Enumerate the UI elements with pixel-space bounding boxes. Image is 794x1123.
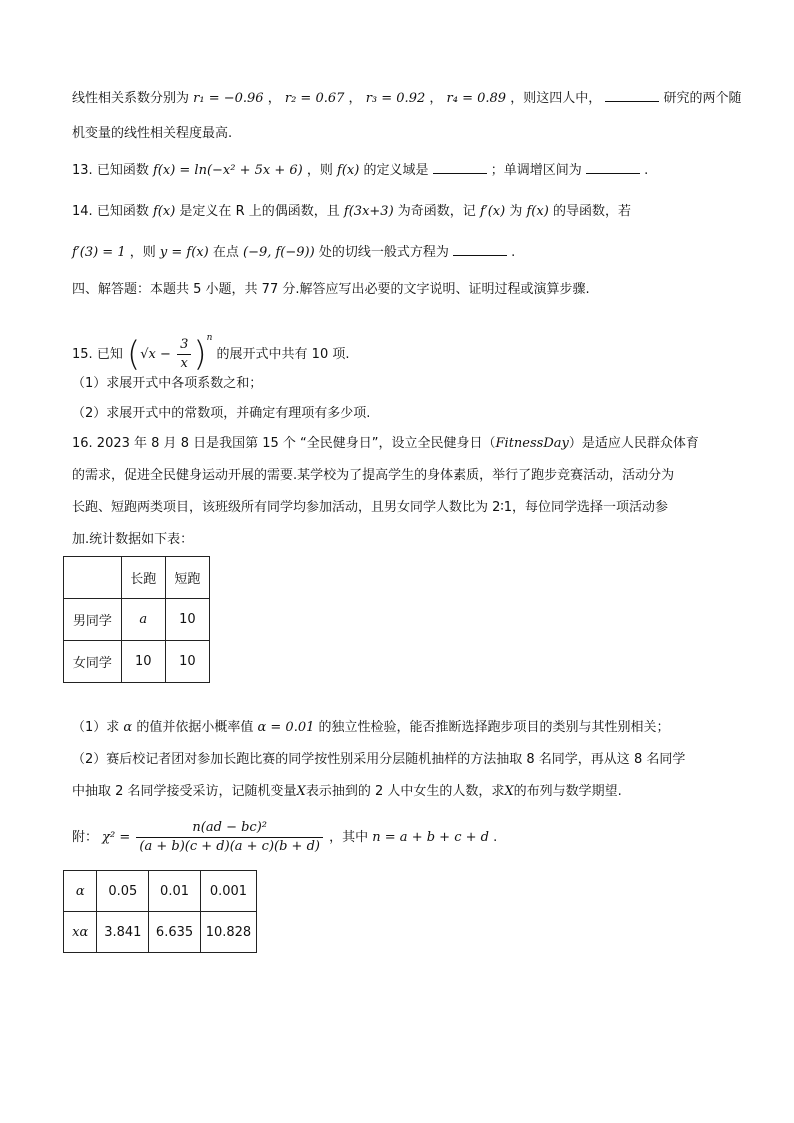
- q15-line: 15. 已知 (√x − $\frac{3}{x}$ )$^n$ 的展开式中共有 10 项.: [72, 333, 350, 375]
- q15-part1: （1）求展开式中各项系数之和；: [72, 376, 263, 391]
- q14-f3x: f(3x+3): [343, 204, 394, 219]
- appendix-label: 附：: [72, 830, 99, 845]
- q12-r2: r₂ = 0.67: [284, 91, 345, 106]
- stats-cell: 10: [121, 641, 165, 683]
- appendix-end: .: [493, 830, 498, 845]
- stats-cell: a: [121, 599, 165, 641]
- stats-row-female-label: 女同学: [64, 641, 122, 683]
- stats-cell: 10: [165, 599, 209, 641]
- q14-t4: 为: [509, 204, 523, 219]
- chi-square-fraction: [136, 819, 323, 856]
- q16-part1: [72, 718, 670, 738]
- critical-value-table: [63, 870, 257, 953]
- q13-end: .: [644, 163, 649, 178]
- q14-end: .: [511, 245, 516, 260]
- chi-square-numerator: n(ad − bc)²: [136, 819, 323, 838]
- q12-mid: ，则这四人中，: [510, 91, 602, 106]
- q15-frac-den: x: [180, 356, 188, 371]
- q16-alpha: α: [123, 720, 133, 735]
- q14-c: y = f(x): [159, 245, 209, 260]
- q14-R: R: [235, 204, 245, 219]
- stats-row-male-label: 男同学: [64, 599, 122, 641]
- q14-t3: 为奇函数，记: [397, 204, 476, 219]
- q14-t2: 上的偶函数，且: [248, 204, 340, 219]
- q16-X: X: [296, 784, 306, 799]
- q16-line4: 加.统计数据如下表：: [72, 532, 194, 547]
- q12-line2: 机变量的线性相关程度最高.: [72, 126, 233, 141]
- q15-part2: （2）求展开式中的常数项，并确定有理项有多少项.: [72, 406, 371, 421]
- q14-f: 处的切线一般式方程为: [318, 245, 449, 260]
- q16-p1a: （1）求: [72, 720, 120, 735]
- q13-pre: 已知函数: [96, 163, 149, 178]
- section-4-heading: 四、解答题：本题共 5 小题，共 77 分.解答应写出必要的文字说明、证明过程或演算步骤.: [72, 282, 590, 297]
- stats-table: [63, 556, 210, 683]
- q16-part2-line2: [72, 782, 622, 802]
- q12-answer-blank[interactable]: [605, 88, 659, 102]
- q13-mid: ，则: [306, 163, 333, 178]
- q14-t5: 的导函数，若: [552, 204, 631, 219]
- q13-domain-blank[interactable]: [433, 160, 487, 174]
- q16-line3: 长跑、短跑两类项目，该班级所有同学均参加活动，且男女同学人数比为 2∶1，每位同学选择一项活动参: [72, 500, 669, 515]
- q16-X-2: X: [504, 784, 514, 799]
- q16-p2d: 的布列与数学期望.: [513, 784, 622, 799]
- q16-p2b: 中抽取 2 名同学接受采访，记随机变量: [72, 784, 297, 799]
- q13-line: [72, 160, 648, 181]
- chi-square-symbol: χ² =: [102, 830, 131, 845]
- q13-function: f(x) = ln(−x² + 5x + 6): [152, 163, 303, 178]
- q15-number: 15.: [72, 347, 93, 362]
- q14-d: 在点: [212, 245, 239, 260]
- q14-number: 14.: [72, 204, 93, 219]
- chi-square-denominator: (a + b)(c + d)(a + c)(b + d): [139, 839, 320, 854]
- q14-b: ，则: [129, 245, 156, 260]
- q13-domain-text: 的定义域是: [363, 163, 429, 178]
- q16-fitnessday: FitnessDay: [495, 436, 569, 451]
- crit-cell: 0.001: [200, 871, 256, 912]
- q16-part2-line1: （2）赛后校记者团对参加长跑比赛的同学按性别采用分层随机抽样的方法抽取 8 名同学，再从这 8 名同学: [72, 752, 686, 767]
- q16-p1c: 的值并依据小概率值: [136, 720, 254, 735]
- q15-minus: −: [160, 347, 171, 362]
- crit-cell: 6.635: [149, 912, 201, 953]
- q16-line1a: 16. 2023 年 8 月 8 日是我国第 15 个 “全民健身日”，设立全民健身日（: [72, 436, 496, 451]
- table-row: [64, 641, 210, 683]
- stats-cell: 10: [165, 641, 209, 683]
- q16-line2: 的需求，促进全民健身运动开展的需要.某学校为了提高学生的身体素质，举行了跑步竞赛活动，活动分为: [72, 468, 675, 483]
- stats-header-short: 短跑: [165, 557, 209, 599]
- q15-pre: 已知: [96, 347, 123, 362]
- q14-fx-2: f(x): [526, 204, 549, 219]
- q12-line1: 线性相关系数分别为 r₁ = −0.96 ， r₂ = 0.67 ， r₃ = 0.92 ， r₄ = 0.89 ，则这四人中， 研究的两个随: [72, 88, 742, 109]
- table-row: [64, 912, 257, 953]
- q14-t1: 是定义在: [179, 204, 232, 219]
- n-equation: n = a + b + c + d: [372, 830, 489, 845]
- q15-frac-num: 3: [177, 336, 191, 355]
- q14-fpx: f′(x): [479, 204, 506, 219]
- q12-r3: r₃ = 0.92: [365, 91, 426, 106]
- q15-sqrt: √x: [140, 347, 156, 362]
- q13-number: 13.: [72, 163, 93, 178]
- q13-interval-blank[interactable]: [586, 160, 640, 174]
- crit-x-label: xα: [64, 912, 97, 953]
- stats-table-header: [64, 557, 210, 599]
- q12-suffix: 研究的两个随: [663, 91, 742, 106]
- stats-header-empty: [64, 557, 122, 599]
- table-row: [64, 599, 210, 641]
- table-row: [64, 871, 257, 912]
- crit-cell: 10.828: [200, 912, 256, 953]
- q13-mid2: ；单调增区间为: [490, 163, 582, 178]
- q14-line1: [72, 202, 631, 222]
- q12-prefix: 线性相关系数分别为: [72, 91, 190, 106]
- q16-p2c: 表示抽到的 2 人中女生的人数，求: [305, 784, 505, 799]
- appendix-where: ，其中: [329, 830, 369, 845]
- q14-pre: 已知函数: [96, 204, 149, 219]
- q16-line1c: ）是适应人民群众体育: [568, 436, 699, 451]
- crit-alpha-label: α: [64, 871, 97, 912]
- q15-exponent: n: [206, 333, 213, 343]
- q12-r1: r₁ = −0.96: [193, 91, 264, 106]
- crit-cell: 0.05: [97, 871, 149, 912]
- stats-header-long: 长跑: [121, 557, 165, 599]
- appendix-formula: [72, 818, 497, 858]
- q12-r4: r₄ = 0.89: [446, 91, 507, 106]
- q14-line2: [72, 242, 515, 263]
- q15-fraction: [177, 336, 191, 373]
- q16-alpha-value: α = 0.01: [257, 720, 315, 735]
- q13-fx: f(x): [337, 163, 360, 178]
- q14-answer-blank[interactable]: [453, 242, 507, 256]
- q16-line1: [72, 434, 699, 454]
- crit-cell: 3.841: [97, 912, 149, 953]
- crit-cell: 0.01: [149, 871, 201, 912]
- q14-point: (−9, f(−9)): [243, 245, 315, 260]
- q15-post: 的展开式中共有 10 项.: [216, 347, 350, 362]
- q14-fx: f(x): [152, 204, 176, 219]
- q14-condition: f′(3) = 1: [72, 245, 126, 260]
- q16-p1e: 的独立性检验，能否推断选择跑步项目的类别与其性别相关；: [318, 720, 670, 735]
